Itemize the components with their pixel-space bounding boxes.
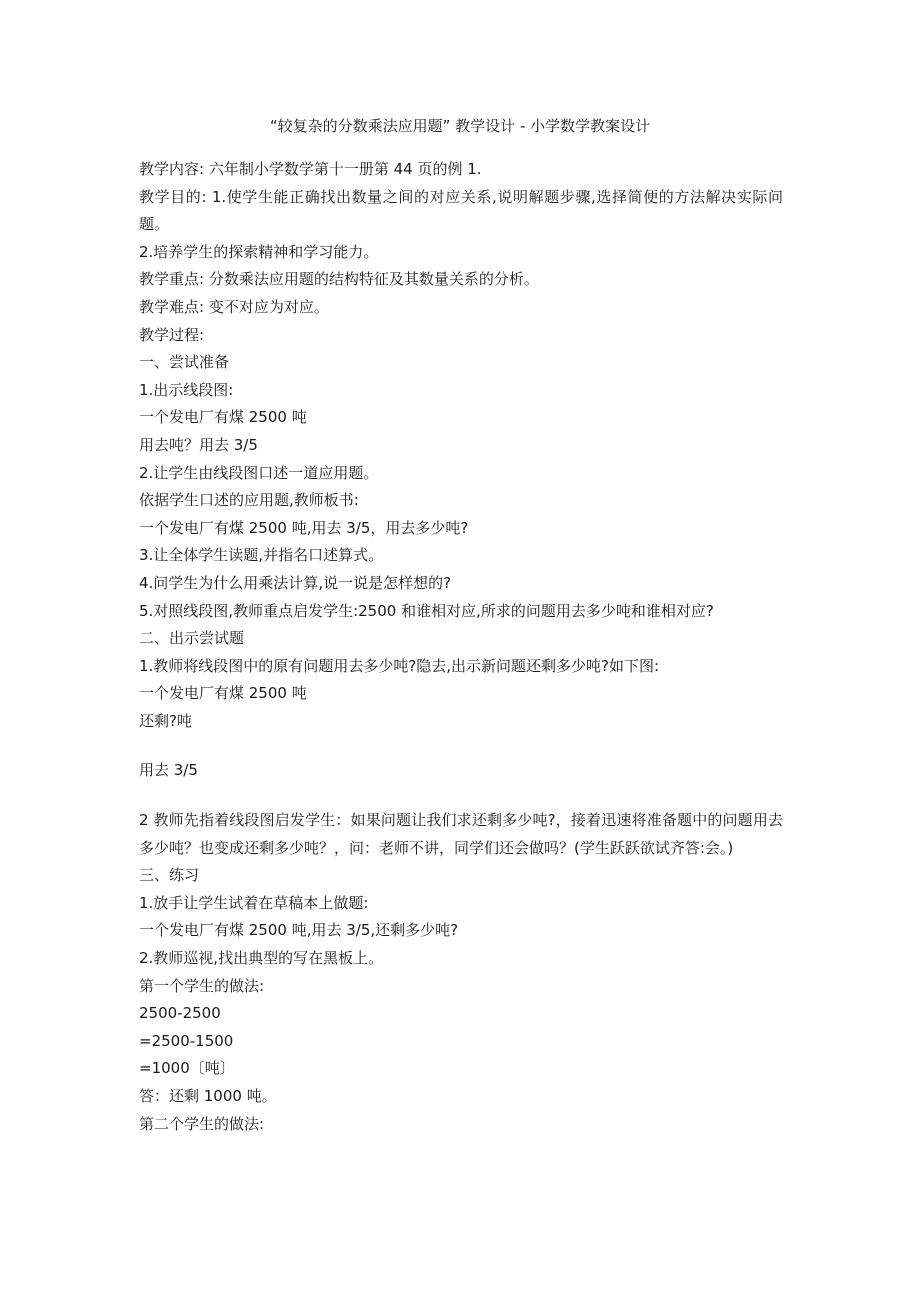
text-line-objective: 教学目的: 1.使学生能正确找出数量之间的对应关系,说明解题步骤,选择简便的方法解决实际问题。 [139, 187, 783, 234]
text-line: 一个发电厂有煤 2500 吨,用去 3/5，用去多少吨? [139, 518, 469, 537]
section-heading-3: 三、练习 [139, 866, 200, 885]
blank-gap [139, 735, 783, 757]
text-line: 1.放手让学生试着在草稿本上做题: [139, 893, 369, 912]
text-line: 2.教师巡视,找出典型的写在黑板上。 [139, 949, 384, 968]
text-line: 用去 3/5 [139, 761, 198, 780]
text-line-process: 教学过程: [139, 325, 205, 344]
answer-line: 答：还剩 1000 吨。 [139, 1087, 277, 1105]
document-title: “较复杂的分数乘法应用题” 教学设计 - 小学数学教案设计 [269, 117, 651, 135]
text-line-objective-2: 2.培养学生的探索精神和学习能力。 [139, 242, 379, 261]
text-line: 一个发电厂有煤 2500 吨,用去 3/5,还剩多少吨? [139, 921, 459, 940]
text-line-content: 教学内容: 六年制小学数学第十一册第 44 页的例 1. [139, 160, 482, 178]
text-line: 用去吨？用去 3/5 [139, 435, 258, 454]
section-heading-2: 二、出示尝试题 [139, 629, 245, 648]
text-line-key-point: 教学重点: 分数乘法应用题的结构特征及其数量关系的分析。 [139, 270, 539, 289]
text-line: 还剩?吨 [139, 711, 192, 730]
text-line: 4.问学生为什么用乘法计算,说一说是怎样想的? [139, 573, 452, 592]
text-line-paragraph: 2 教师先指着线段图启发学生：如果问题让我们求还剩多少吨?，接着迅速将准备题中的问题用去多少吨？也变成还剩多少吨？，问：老师不讲，同学们还会做吗？(学生跃跃欲试齐答:会。) [139, 811, 783, 857]
text-line: 1.教师将线段图中的原有问题用去多少吨?隐去,出示新问题还剩多少吨?如下图: [139, 656, 660, 675]
text-line: 2.让学生由线段图口述一道应用题。 [139, 463, 379, 482]
formula-line: 2500-2500 [139, 1004, 221, 1023]
section-heading-1: 一、尝试准备 [139, 353, 230, 372]
blank-gap [139, 785, 783, 807]
text-line-difficulty: 教学难点: 变不对应为对应。 [139, 297, 329, 316]
text-line: 1.出示线段图: [139, 380, 234, 399]
text-line: 一个发电厂有煤 2500 吨 [139, 684, 307, 703]
formula-line: =1000〔吨〕 [139, 1059, 235, 1078]
text-line: 第一个学生的做法: [139, 976, 265, 995]
text-line: 3.让全体学生读题,并指名口述算式。 [139, 546, 384, 565]
formula-line: =2500-1500 [139, 1031, 234, 1050]
document-body [139, 156, 783, 1138]
text-line: 第二个学生的做法: [139, 1114, 265, 1133]
text-line: 依据学生口述的应用题,教师板书: [139, 491, 359, 510]
text-line: 5.对照线段图,教师重点启发学生:2500 和谁相对应,所求的问题用去多少吨和谁相对应? [139, 601, 714, 620]
text-line: 一个发电厂有煤 2500 吨 [139, 408, 307, 427]
